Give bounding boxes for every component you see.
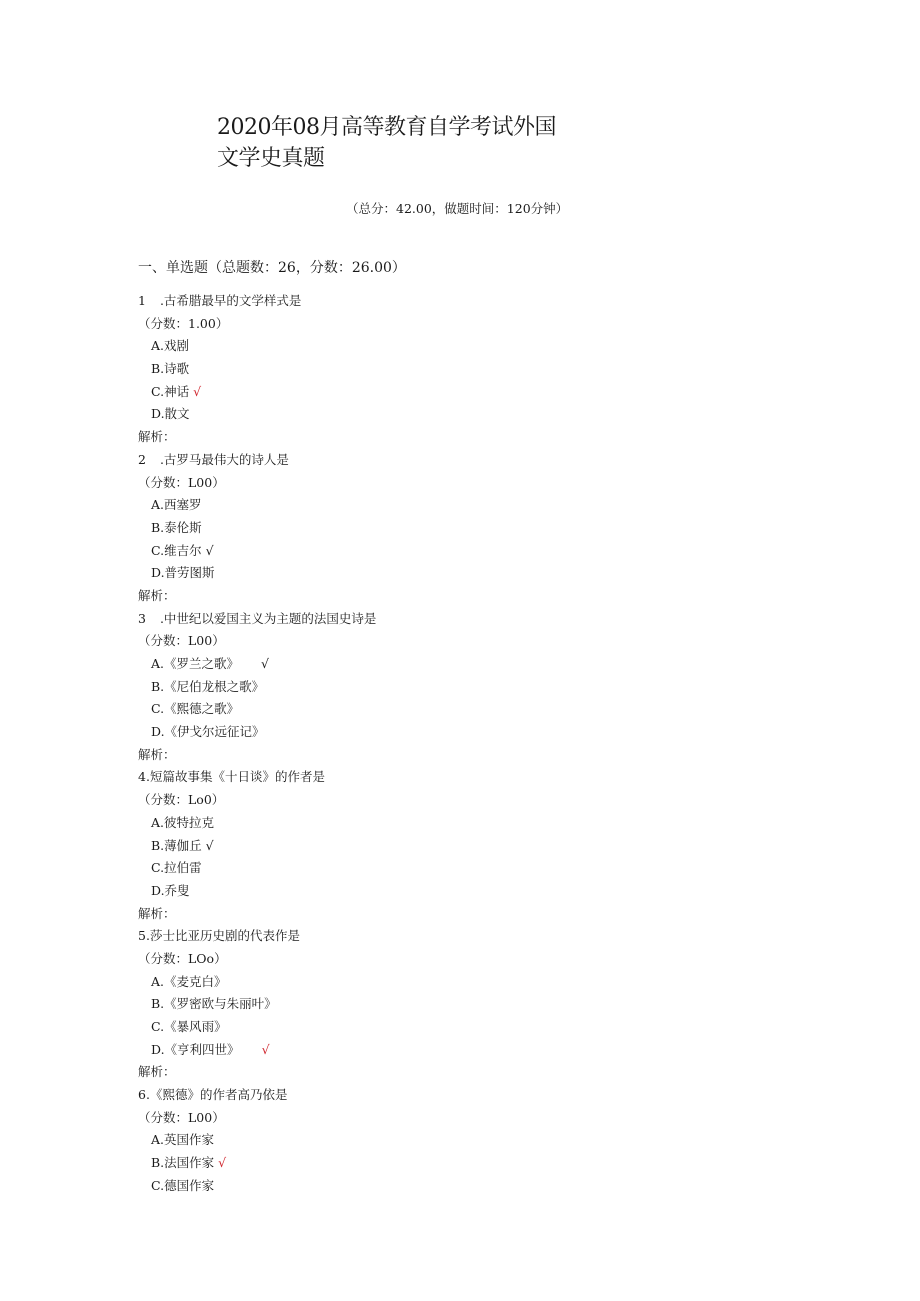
question-stem-line (138, 925, 778, 948)
option-label: B.法国作家 (151, 1155, 215, 1171)
option-label: D.《伊戈尔远征记》 (151, 724, 265, 740)
option-a (138, 653, 778, 676)
option-d (138, 562, 778, 585)
option-b (138, 993, 778, 1016)
option-a (138, 494, 778, 517)
option-label: D.散文 (151, 406, 190, 422)
question-score: （分数：L00） (138, 1109, 225, 1125)
question-score: （分数：Lo0） (138, 792, 225, 808)
question-stem-line (138, 608, 778, 631)
question-number: 5. (138, 928, 150, 944)
question-stem: .中世纪以爱国主义为主题的法国史诗是 (159, 610, 377, 626)
question-stem: 《熙德》的作者高乃依是 (149, 1087, 288, 1103)
analysis-label: 解析： (138, 746, 176, 762)
option-d (138, 1039, 778, 1062)
option-label: C.神话 (151, 383, 190, 399)
question-number: 4. (138, 769, 150, 785)
analysis-label: 解析： (138, 905, 176, 921)
option-a (138, 971, 778, 994)
question (138, 766, 778, 925)
option-label: C.《暴风雨》 (151, 1019, 227, 1034)
answer-check-mark: √ (261, 656, 269, 671)
option-label: C.维吉尔 (151, 542, 202, 558)
option-c (138, 1016, 778, 1039)
option-b (138, 1152, 778, 1175)
question-number: 3 (138, 610, 146, 626)
option-label: C.《熙德之歌》 (151, 701, 240, 717)
question-score: （分数：L00） (138, 633, 225, 649)
option-label: B.《罗密欧与朱丽叶》 (151, 996, 277, 1012)
option-label: A.《罗兰之歌》 (151, 656, 240, 671)
option-label: A.戏剧 (151, 338, 190, 354)
question-number: 6. (138, 1087, 150, 1103)
option-label: C.拉伯雷 (151, 860, 202, 876)
option-label: A.彼特拉克 (151, 814, 215, 830)
answer-check-mark: √ (261, 1041, 270, 1057)
question-stem: .古希腊最早的文学样式是 (159, 293, 302, 308)
option-label: D.普劳图斯 (151, 565, 215, 581)
option-label: B.泰伦斯 (151, 519, 202, 535)
question-stem-line (138, 1084, 778, 1107)
option-label: D.乔叟 (151, 882, 190, 898)
question-stem: .古罗马最伟大的诗人是 (159, 451, 289, 467)
question-score: （分数：LOo） (138, 950, 227, 966)
section-heading: 一、单选题（总题数：26，分数：26.00） (138, 260, 406, 276)
question (138, 925, 778, 1084)
question-score: （分数：L00） (138, 474, 225, 490)
analysis-label: 解析： (138, 1064, 176, 1080)
answer-check-mark: √ (205, 837, 214, 853)
option-label: A.英国作家 (151, 1132, 215, 1148)
question-number: 1 (138, 293, 146, 308)
question-stem-line (138, 290, 778, 313)
option-label: A.《麦克白》 (151, 973, 227, 989)
option-d (138, 403, 778, 426)
question (138, 449, 778, 608)
question-score: （分数：1.00） (138, 315, 229, 331)
option-b (138, 835, 778, 858)
question-stem-line (138, 766, 778, 789)
option-c (138, 381, 778, 404)
question-stem: 短篇故事集《十日谈》的作者是 (149, 769, 325, 785)
option-b (138, 676, 778, 699)
answer-check-mark: √ (218, 1155, 227, 1171)
document-title: 2020年08月高等教育自学考试外国文学史真题 (217, 115, 556, 171)
question (138, 608, 778, 767)
option-c (138, 540, 778, 563)
option-label: C.德国作家 (151, 1177, 215, 1193)
question-number: 2 (138, 451, 146, 467)
question (138, 1084, 778, 1197)
option-label: B.《尼伯龙根之歌》 (151, 678, 265, 694)
option-d (138, 721, 778, 744)
option-a (138, 335, 778, 358)
question-stem: 莎士比亚历史剧的代表作是 (149, 928, 300, 944)
question-list (138, 290, 778, 1198)
option-label: D.《亨利四世》 (151, 1041, 240, 1057)
answer-check-mark: √ (193, 383, 202, 399)
option-c (138, 857, 778, 880)
option-a (138, 1129, 778, 1152)
option-c (138, 1175, 778, 1198)
answer-check-mark: √ (205, 542, 214, 558)
question (138, 290, 778, 449)
question-stem-line (138, 449, 778, 472)
analysis-label: 解析： (138, 429, 176, 445)
analysis-label: 解析： (138, 587, 176, 603)
option-a (138, 812, 778, 835)
exam-meta: （总分：42.00，做题时间：120分钟） (346, 201, 569, 216)
option-d (138, 880, 778, 903)
option-b (138, 358, 778, 381)
option-label: B.诗歌 (151, 361, 190, 377)
option-b (138, 517, 778, 540)
option-label: B.薄伽丘 (151, 837, 202, 853)
option-c (138, 698, 778, 721)
option-label: A.西塞罗 (151, 497, 202, 513)
